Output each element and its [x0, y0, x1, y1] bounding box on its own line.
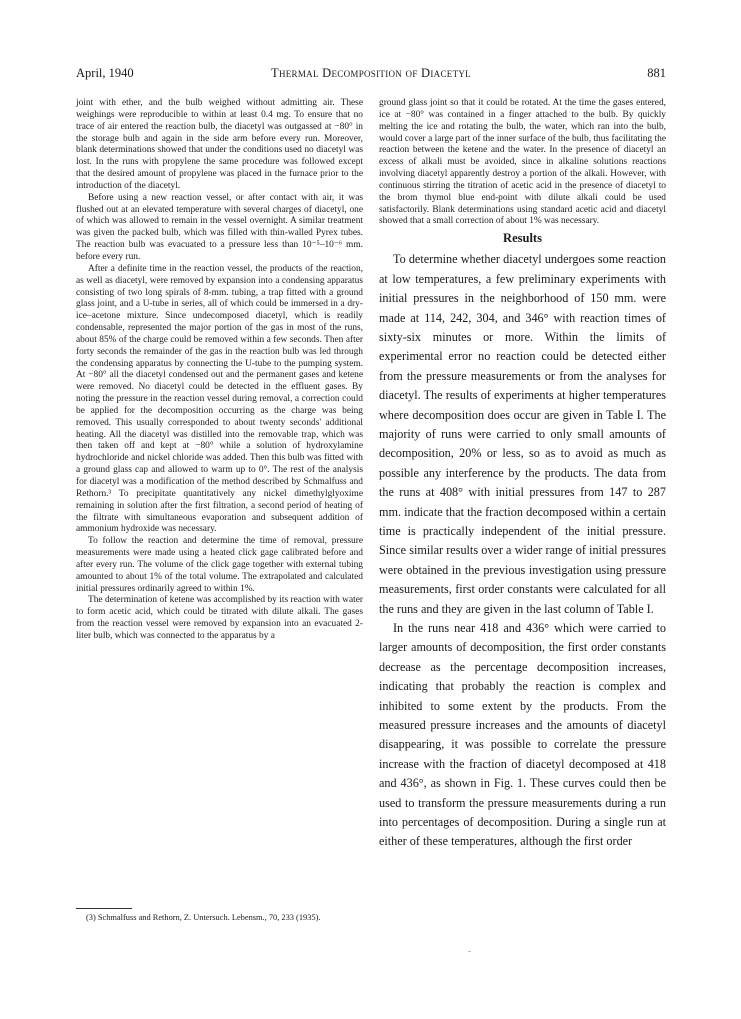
paragraph: Before using a new reaction vessel, or after contact with air, it was flushed out at an elevated temperature with several charges of diacetyl, one of which was allowed to remain in the vessel overnight. A similar treatment was given the packed bulb, which was filled with thin-walled Pyrex tubes. The reaction bulb was evacuated to a pressure less than 10⁻⁵–10⁻⁶ mm. before every run. — [76, 192, 363, 262]
paragraph: In the runs near 418 and 436° which were carried to larger amounts of decomposition, the first order constants decrease as the percentage decomposition increases, indicating that probably the reaction is complex and inhibited to some extent by the products. From the measured pressure increases and the amounts of diacetyl disappearing, it was possible to correlate the pressure increase with the fraction of diacetyl decomposed at 418 and 436°, as shown in Fig. 1. These curves could then be used to transform the pressure measurements during a run into percentages of decomposition. During a single run at either of these temperatures, although the first order — [379, 621, 666, 849]
paragraph: The determination of ketene was accomplished by its reaction with water to form acetic acid, which could be titrated with dilute alkali. The gases from the reaction vessel were removed by expansion into an evacuated 2-liter bulb, which was connected to the apparatus by a — [76, 595, 363, 641]
header-title: Thermal Decomposition of Diacetyl — [271, 66, 471, 80]
running-head — [76, 66, 666, 84]
paragraph: After a definite time in the reaction vessel, the products of the reaction, as well as diacetyl, were removed by expansion into a condensing apparatus consisting of two long spirals of 8-mm. tubing, a trap fitted with a ground glass joint, and a U-tube in series, all of which could be immersed in a dry-ice–acetone mixture. Since undecomposed diacetyl, which is readily condensable, represented the major portion of the gas in most of the runs, about 85% of the charge could be removed within a few seconds. Then after forty seconds the remainder of the gas in the reaction bulb was led through the condensing apparatus by connecting the U-tube to the pumping system. At −80° all the diacetyl condensed out and the permanent gases and ketene were removed. No diacetyl could be detected in the effluent gases. By noting the pressure in the reaction vessel during removal, a correction could be applied for the decomposition occurring as the charge was being removed. This usually corresponded to about twenty seconds' additional heating. All the diacetyl was distilled into the removable trap, which was then taken off and kept at −80° while a solution of hydroxylamine hydrochloride and nickel chloride was added. Then this bulb was fitted with a ground glass cap and allowed to warm up to 0°. The rest of the analysis for diacetyl was a modification of the method described by Schmalfuss and Rethorn.³ To precipitate quantitatively any nickel dimethylglyoxime remaining in solution after the first filtration, a second period of heating of the filtrate with simultaneous evaporation and subsequent addition of ammonium hydroxide was necessary. — [76, 263, 363, 535]
footnote-rule — [76, 908, 132, 909]
scan-mark — [468, 951, 471, 952]
section-heading-results: Results — [503, 231, 542, 246]
paragraph: ground glass joint so that it could be rotated. At the time the gases entered, ice at −80° was contained in a finger attached to the bulb. By quickly melting the ice and rotating the bulb, the water, which ran into the bulb, would cover a large part of the inner surface of the bulb, thus facilitating the reaction between the ketene and the water. In the presence of diacetyl an excess of alkali must be avoided, since in alkaline solutions reactions involving diacetyl apparently destroy a portion of the alkali. However, with continuous stirring the titration of acetic acid in the presence of diacetyl to the brom thymol blue end-point with dilute alkali could be used satisfactorily. Blank determinations using standard acetic acid and diacetyl showed that a small correction of about 1% was necessary. — [379, 98, 666, 227]
paragraph: To follow the reaction and determine the time of removal, pressure measurements were made using a heated click gage calibrated before and after every run. The volume of the click gage together with external tubing amounted to about 1% of the total volume. The extrapolated and calculated initial pressures ordinarily agreed to within 1%. — [76, 536, 363, 594]
paragraph: To determine whether diacetyl undergoes some reaction at low temperatures, a few preliminary experiments with initial pressures in the neighborhood of 150 mm. were made at 114, 242, 304, and 346° with reaction times of sixty-six minutes or more. Within the limits of experimental error no reaction could be detected either from the pressure measurements or from the analyses for diacetyl. The results of experiments at higher temperatures where decomposition does occur are given in Table I. The majority of runs were carried to only small amounts of decomposition, 20% or less, so as to avoid as much as possible any interference by the products. The data from the runs at 408° with initial pressures from 147 to 287 mm. indicate that the fraction decomposed within a certain time is practically independent of the initial pressure. Since similar results over a wider range of initial pressures were obtained in the previous investigation using pressure measurements, first order constants were calculated for all the runs and they are given in the last column of Table I. — [379, 252, 666, 616]
right-column — [379, 98, 666, 852]
paragraph: joint with ether, and the bulb weighed without admitting air. These weighings were reproducible to within at least 0.4 mg. To ensure that no trace of air entered the reaction bulb, the diacetyl was outgassed at −80° in the storage bulb and again in the side arm before every run. Moreover, blank determinations showed that under the conditions used no diacetyl was lost. In the runs with propylene the same procedure was followed except that the desired amount of propylene was placed in the furnace prior to the introduction of the diacetyl. — [76, 98, 363, 191]
footnote: (3) Schmalfuss and Rethorn, Z. Untersuch. Lebensm., 70, 233 (1935). — [86, 913, 321, 922]
page-number: 881 — [647, 66, 666, 80]
left-column — [76, 98, 363, 643]
header-date: April, 1940 — [76, 66, 134, 80]
